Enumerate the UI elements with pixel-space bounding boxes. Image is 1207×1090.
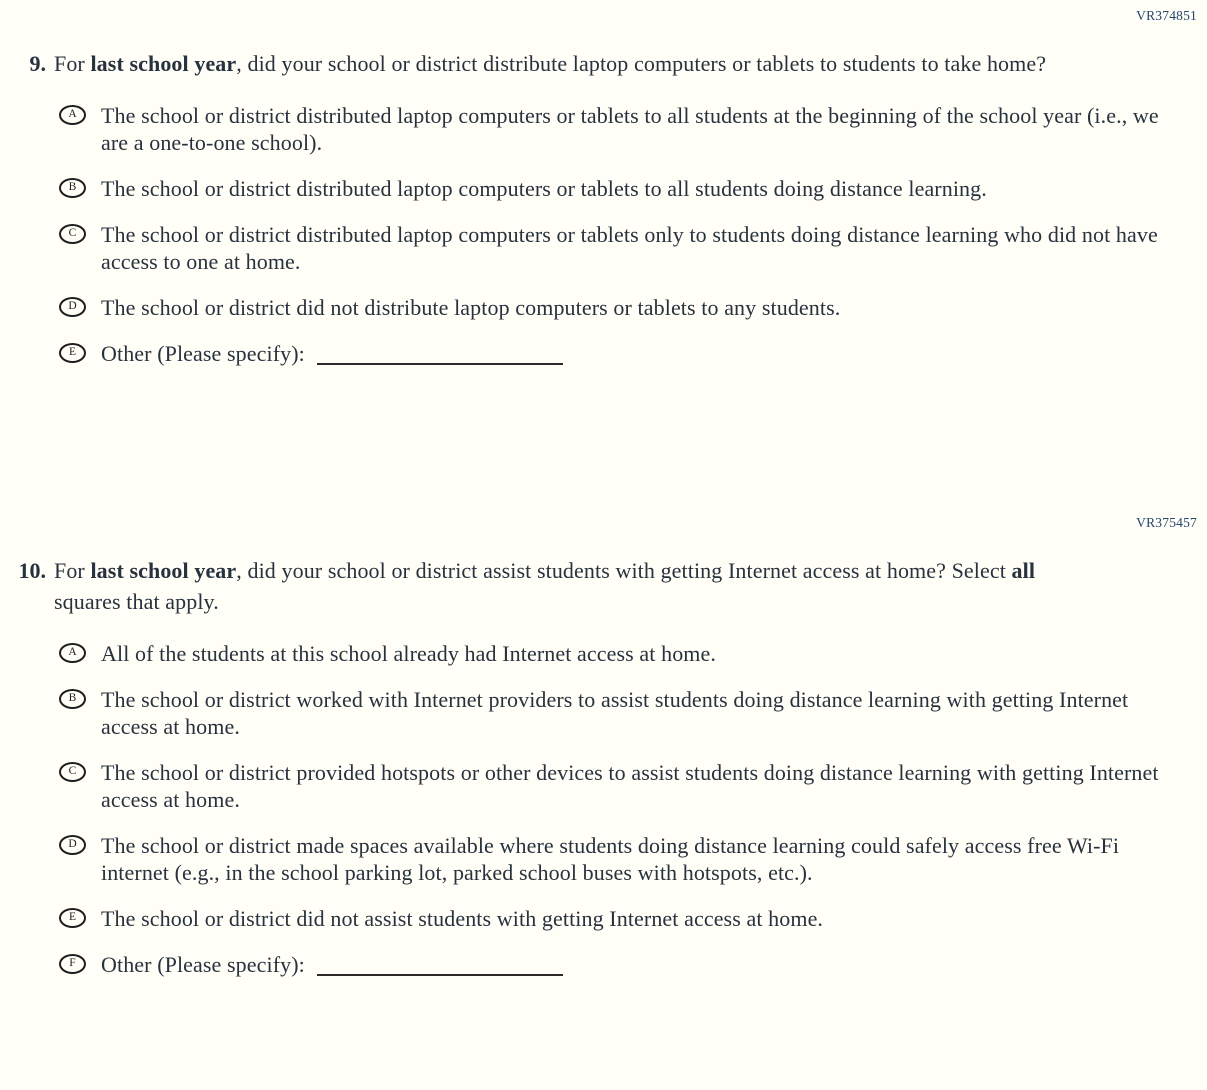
q9-answer-bubble-a[interactable] bbox=[59, 105, 86, 125]
option-row-a bbox=[59, 640, 1199, 667]
option-row-d bbox=[59, 294, 1199, 321]
question-10-block bbox=[8, 515, 1199, 978]
option-text-e: The school or district did not assist students with getting Internet access at home. bbox=[101, 906, 824, 931]
prompt-text: , did your school or district distribute laptop computers or tablets to students to take home? bbox=[236, 51, 1047, 76]
bubble-letter: F bbox=[69, 957, 76, 970]
q10-answer-bubble-b[interactable] bbox=[59, 689, 86, 709]
option-text-d: The school or district made spaces available where students doing distance learning could safely access free Wi-Fi internet (e.g., in the school parking lot, parked school buses with hotspots, etc.). bbox=[101, 833, 1120, 885]
option-row-f bbox=[59, 951, 1199, 978]
option-text-b: The school or district distributed laptop computers or tablets to all students doing distance learning. bbox=[101, 176, 987, 201]
prompt-text: For bbox=[54, 558, 91, 583]
option-text-d: The school or district did not distribute laptop computers or tablets to any students. bbox=[101, 295, 841, 320]
prompt-bold-text: all bbox=[1011, 558, 1036, 583]
prompt-bold-text: last school year bbox=[90, 51, 237, 76]
option-text-e bbox=[101, 340, 563, 367]
bubble-letter: C bbox=[68, 227, 77, 240]
q9-answer-bubble-e[interactable] bbox=[59, 343, 86, 363]
question-9-number: 9. bbox=[29, 51, 46, 76]
question-10-prompt bbox=[54, 555, 1069, 617]
question-10-body bbox=[54, 555, 1199, 978]
bubble-letter: C bbox=[68, 765, 77, 778]
prompt-text: , did your school or district assist students with getting Internet access at home? Select bbox=[236, 558, 1012, 583]
question-9-body bbox=[54, 48, 1199, 367]
q10-other-write-in-blank[interactable] bbox=[317, 956, 563, 976]
option-row-e bbox=[59, 340, 1199, 367]
option-text-f bbox=[101, 951, 563, 978]
bubble-letter: A bbox=[68, 108, 77, 121]
option-text-b: The school or district worked with Internet providers to assist students doing distance learning with getting Internet access at home. bbox=[101, 687, 1129, 739]
option-row-c bbox=[59, 221, 1199, 275]
bubble-letter: E bbox=[68, 911, 77, 924]
question-10-form-code: VR375457 bbox=[1136, 515, 1197, 530]
option-text-c: The school or district provided hotspots or other devices to assist students doing distance learning with getting Internet access at home. bbox=[101, 760, 1159, 812]
option-text-a: The school or district distributed laptop computers or tablets to all students at the beginning of the school year (i.e., we are a one-to-one school). bbox=[101, 103, 1159, 155]
q10-answer-bubble-f[interactable] bbox=[59, 954, 86, 974]
q9-answer-bubble-c[interactable] bbox=[59, 224, 86, 244]
bubble-letter: E bbox=[68, 346, 77, 359]
option-row-b bbox=[59, 686, 1199, 740]
option-row-d bbox=[59, 832, 1199, 886]
option-row-c bbox=[59, 759, 1199, 813]
prompt-bold-text: last school year bbox=[90, 558, 237, 583]
option-text-c: The school or district distributed laptop computers or tablets only to students doing distance learning who did not have access to one at home. bbox=[101, 222, 1158, 274]
prompt-text: squares that apply. bbox=[54, 589, 219, 614]
question-10-options bbox=[54, 640, 1199, 978]
option-row-b bbox=[59, 175, 1199, 202]
question-9-prompt bbox=[54, 48, 1069, 79]
question-9-block bbox=[8, 8, 1199, 367]
question-9-options bbox=[54, 102, 1199, 367]
question-10-row bbox=[8, 555, 1199, 978]
question-9-row bbox=[8, 48, 1199, 367]
question-10-number: 10. bbox=[18, 558, 46, 583]
bubble-letter: B bbox=[68, 692, 77, 705]
option-row-a bbox=[59, 102, 1199, 156]
bubble-letter: D bbox=[68, 300, 77, 313]
q10-answer-bubble-d[interactable] bbox=[59, 835, 86, 855]
q9-answer-bubble-d[interactable] bbox=[59, 297, 86, 317]
option-row-e bbox=[59, 905, 1199, 932]
bubble-letter: A bbox=[68, 646, 77, 659]
question-9-form-code: VR374851 bbox=[1136, 8, 1197, 23]
q10-answer-bubble-c[interactable] bbox=[59, 762, 86, 782]
other-specify-label: Other (Please specify): bbox=[101, 341, 305, 366]
prompt-text: For bbox=[54, 51, 91, 76]
other-specify-label: Other (Please specify): bbox=[101, 952, 305, 977]
option-text-a: All of the students at this school already had Internet access at home. bbox=[101, 641, 716, 666]
q9-other-write-in-blank[interactable] bbox=[317, 345, 563, 365]
bubble-letter: B bbox=[68, 181, 77, 194]
bubble-letter: D bbox=[68, 838, 77, 851]
q10-answer-bubble-a[interactable] bbox=[59, 643, 86, 663]
q9-answer-bubble-b[interactable] bbox=[59, 178, 86, 198]
q10-answer-bubble-e[interactable] bbox=[59, 908, 86, 928]
